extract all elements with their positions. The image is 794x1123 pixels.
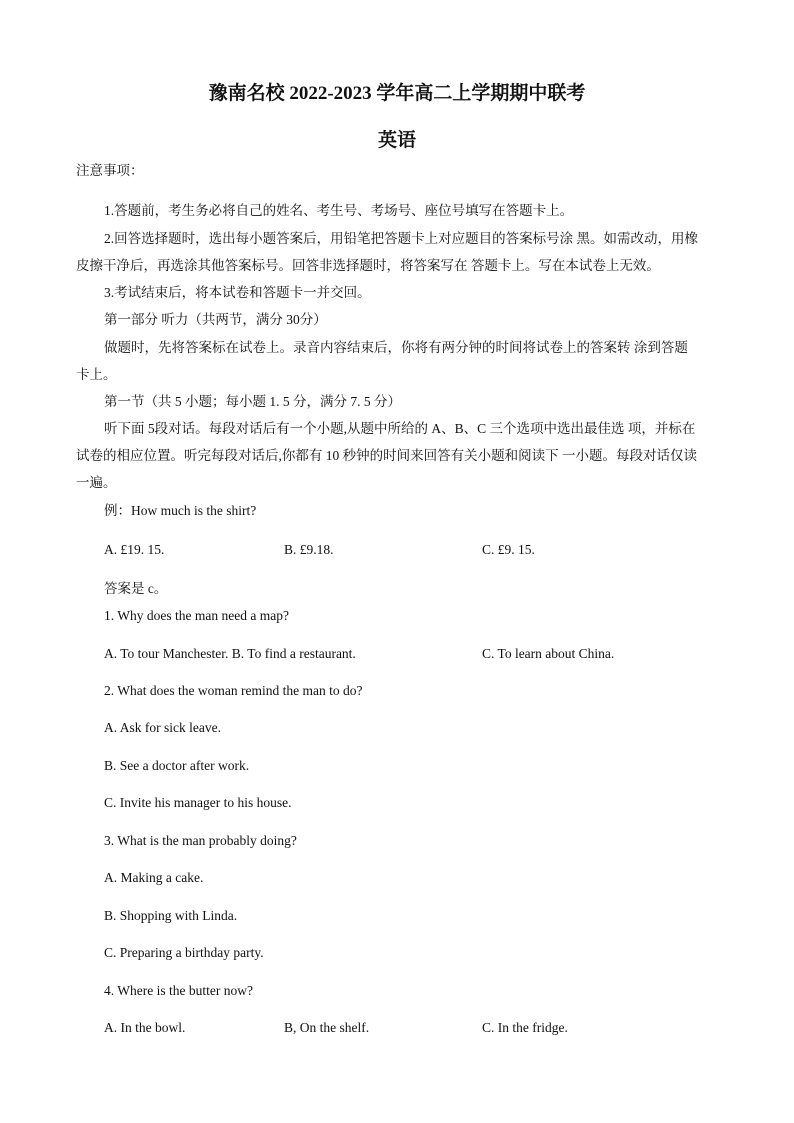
- subject-title: 英语: [377, 130, 416, 151]
- notice-heading: 注意事项：: [76, 163, 144, 178]
- section1-intro-line-3: 一遍。: [76, 475, 117, 490]
- example-option-b: B. £9.18.: [284, 542, 334, 557]
- example-answer: 答案是 c。: [104, 581, 168, 596]
- question-3-option-b: B. Shopping with Linda.: [104, 908, 238, 923]
- example-option-c: C. £9. 15.: [482, 542, 535, 557]
- question-2-stem: 2. What does the woman remind the man to do?: [104, 683, 363, 698]
- question-2-option-c: C. Invite his manager to his house.: [104, 795, 292, 810]
- question-3-option-c: C. Preparing a birthday party.: [104, 945, 264, 960]
- example-question: 例：How much is the shirt?: [104, 503, 257, 518]
- question-1-option-c: C. To learn about China.: [482, 646, 615, 661]
- notice-item-1: 1.答题前，考生务必将自己的姓名、考生号、考场号、座位号填写在答题卡上。: [104, 203, 574, 218]
- notice-item-3: 3.考试结束后，将本试卷和答题卡一并交回。: [104, 285, 371, 300]
- example-option-a: A. £19. 15.: [104, 542, 165, 557]
- question-4-stem: 4. Where is the butter now?: [104, 983, 253, 998]
- section1-intro-line-1: 听下面 5段对话。每段对话后有一个小题,从题中所给的 A、B、C 三个选项中选出最佳选 项，并标在: [104, 421, 696, 436]
- part1-heading: 第一部分 听力（共两节，满分 30分）: [104, 312, 327, 327]
- notice-item-2-line-1: 2.回答选择题时，选出每小题答案后，用铅笔把答题卡上对应题目的答案标号涂 黑。如需改动，用橡: [104, 231, 698, 246]
- question-2-option-a: A. Ask for sick leave.: [104, 720, 221, 735]
- question-3-stem: 3. What is the man probably doing?: [104, 833, 297, 848]
- section1-heading: 第一节（共 5 小题；每小题 1. 5 分，满分 7. 5 分）: [104, 394, 401, 409]
- part1-intro-line-2: 卡上。: [76, 367, 117, 382]
- question-2-option-b: B. See a doctor after work.: [104, 758, 250, 773]
- question-4-option-b: B, On the shelf.: [284, 1020, 370, 1035]
- question-4-option-a: A. In the bowl.: [104, 1020, 186, 1035]
- page-title: 豫南名校 2022-2023 学年高二上学期期中联考: [208, 83, 586, 104]
- question-1-options-ab: A. To tour Manchester. B. To find a restaurant.: [104, 646, 356, 661]
- question-3-option-a: A. Making a cake.: [104, 870, 204, 885]
- question-1-stem: 1. Why does the man need a map?: [104, 608, 289, 623]
- part1-intro-line-1: 做题时，先将答案标在试卷上。录音内容结束后，你将有两分钟的时间将试卷上的答案转 涂到答题: [104, 340, 688, 355]
- question-4-option-c: C. In the fridge.: [482, 1020, 568, 1035]
- notice-item-2-line-2: 皮擦干净后，再选涂其他答案标号。回答非选择题时，将答案写在 答题卡上。写在本试卷上无效。: [76, 258, 660, 273]
- section1-intro-line-2: 试卷的相应位置。听完每段对话后,你都有 10 秒钟的时间来回答有关小题和阅读下 一小题。每段对话仅读: [76, 448, 697, 463]
